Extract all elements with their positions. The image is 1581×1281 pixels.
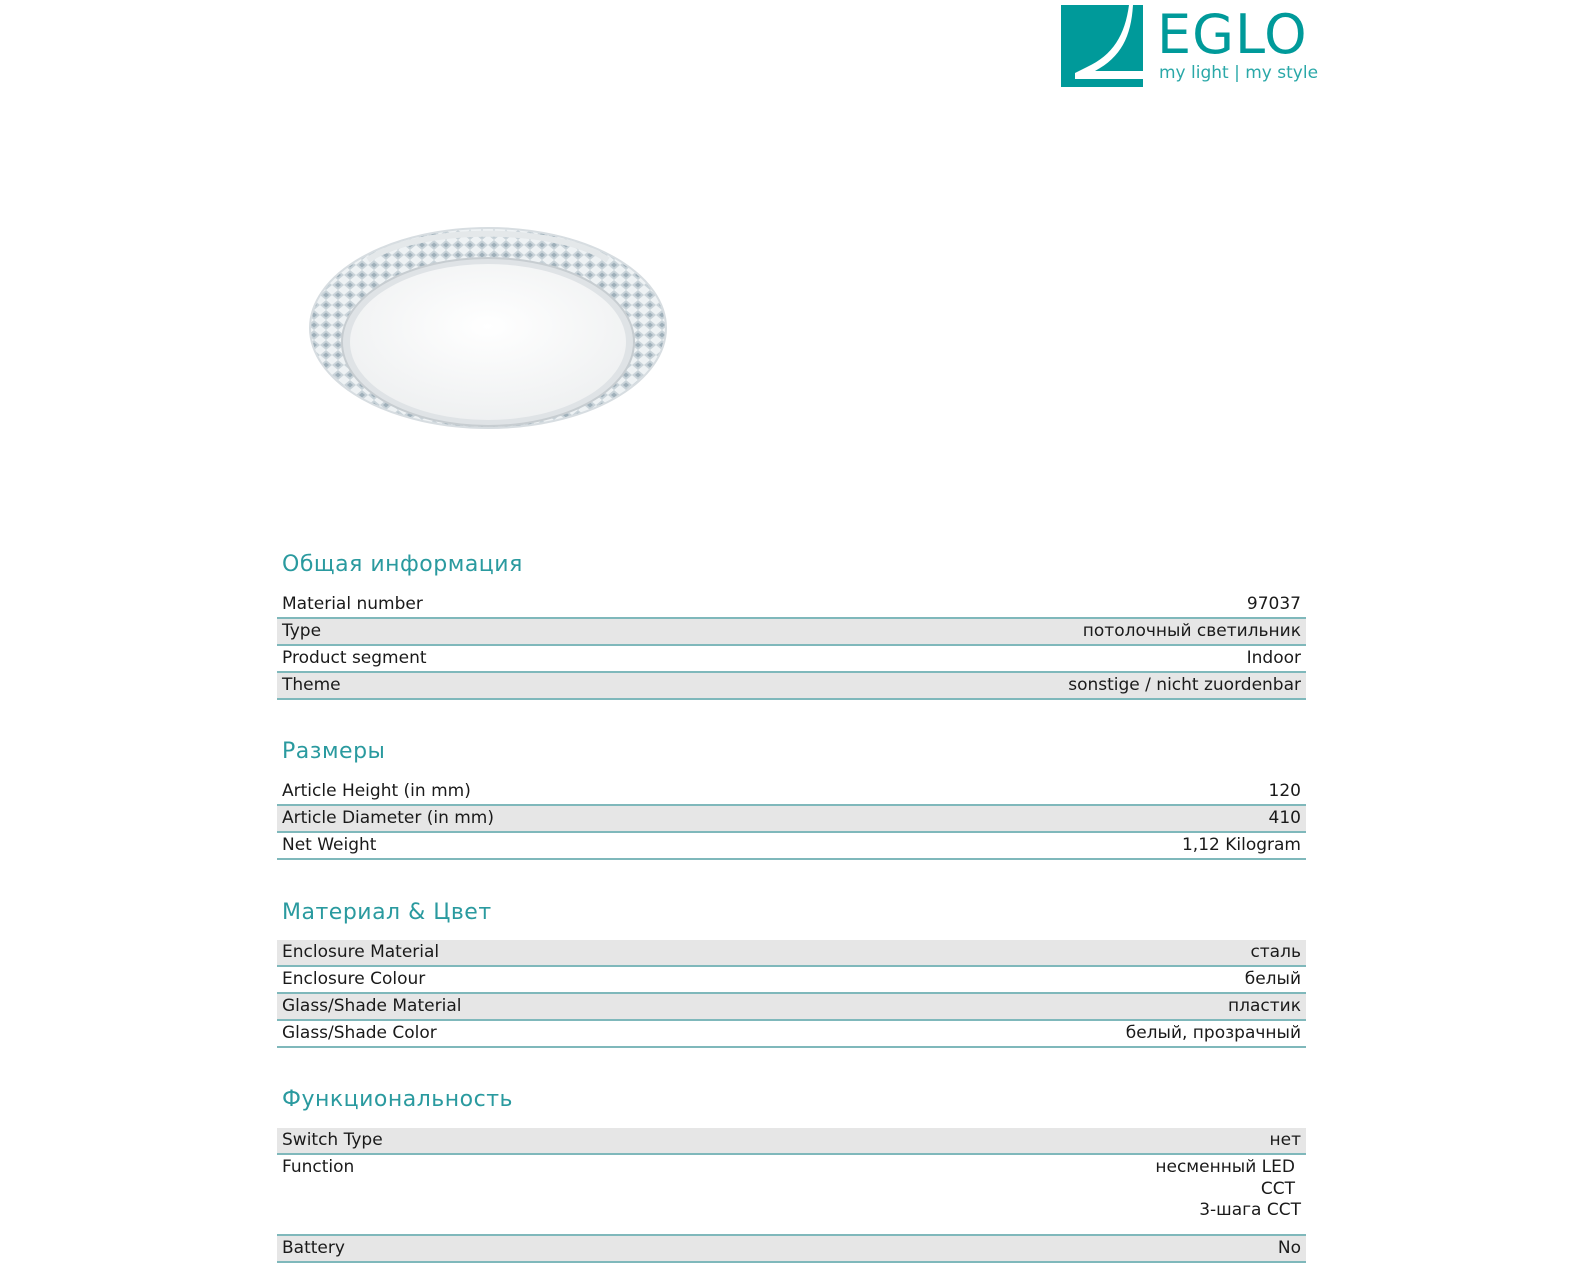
row-label: Switch Type: [282, 1130, 383, 1150]
row-value: 97037: [1246, 594, 1301, 614]
row-label: Material number: [282, 594, 423, 614]
table-row: [277, 646, 1306, 673]
row-label: Article Height (in mm): [282, 781, 471, 801]
row-value-line: CCT: [1260, 1178, 1295, 1199]
section-title-material-colour: Материал & Цвет: [282, 900, 492, 925]
row-value: нет: [1269, 1130, 1301, 1150]
spec-table-dimensions: [277, 779, 1306, 860]
row-label: Article Diameter (in mm): [282, 808, 494, 828]
row-value: белый: [1244, 969, 1301, 989]
table-row: [277, 779, 1306, 806]
row-value: sonstige / nicht zuordenbar: [1068, 675, 1301, 695]
table-row: [277, 1128, 1306, 1155]
table-row: [277, 994, 1306, 1021]
table-row: [277, 673, 1306, 700]
row-value: 120: [1268, 781, 1301, 801]
row-value: пластик: [1228, 996, 1301, 1016]
ceiling-lamp-image: [308, 220, 678, 440]
row-value: 1,12 Kilogram: [1181, 835, 1301, 855]
ceiling-lamp-icon: [308, 220, 678, 440]
row-label: Function: [282, 1157, 355, 1177]
spec-table-functionality: [277, 1128, 1306, 1263]
spec-table-material-colour: [277, 940, 1306, 1048]
table-row: [277, 967, 1306, 994]
table-row: [277, 806, 1306, 833]
row-label: Type: [282, 621, 322, 641]
table-row: [277, 1155, 1306, 1236]
row-label: Product segment: [282, 648, 427, 668]
logo-tagline: my light | my style: [1159, 63, 1319, 83]
row-value-lines: [1155, 1157, 1301, 1222]
section-title-dimensions: Размеры: [282, 739, 386, 764]
row-value: No: [1277, 1238, 1301, 1258]
row-label: Glass/Shade Material: [282, 996, 462, 1016]
row-label: Battery: [282, 1238, 345, 1258]
spec-table-general: [277, 592, 1306, 700]
row-label: Theme: [282, 675, 341, 695]
row-label: Enclosure Colour: [282, 969, 426, 989]
table-row: [277, 940, 1306, 967]
row-value: Indoor: [1246, 648, 1301, 668]
table-row: [277, 1021, 1306, 1048]
row-value: белый, прозрачный: [1125, 1023, 1301, 1043]
table-row: [277, 619, 1306, 646]
table-row: [277, 833, 1306, 860]
section-title-general: Общая информация: [282, 552, 523, 577]
row-value: сталь: [1250, 942, 1301, 962]
eglo-logo-mark-icon: [1061, 5, 1143, 87]
logo-name: EGLO: [1157, 3, 1308, 66]
row-label: Glass/Shade Color: [282, 1023, 437, 1043]
table-row: [277, 1236, 1306, 1263]
row-value-line: несменный LED: [1155, 1157, 1295, 1177]
row-label: Net Weight: [282, 835, 377, 855]
eglo-logo: [1061, 3, 1319, 87]
row-label: Enclosure Material: [282, 942, 440, 962]
row-value: 410: [1268, 808, 1301, 828]
table-row: [277, 592, 1306, 619]
row-value-line: 3-шага CCT: [1199, 1200, 1301, 1220]
section-title-functionality: Функциональность: [282, 1087, 513, 1112]
row-value: потолочный светильник: [1082, 621, 1301, 641]
